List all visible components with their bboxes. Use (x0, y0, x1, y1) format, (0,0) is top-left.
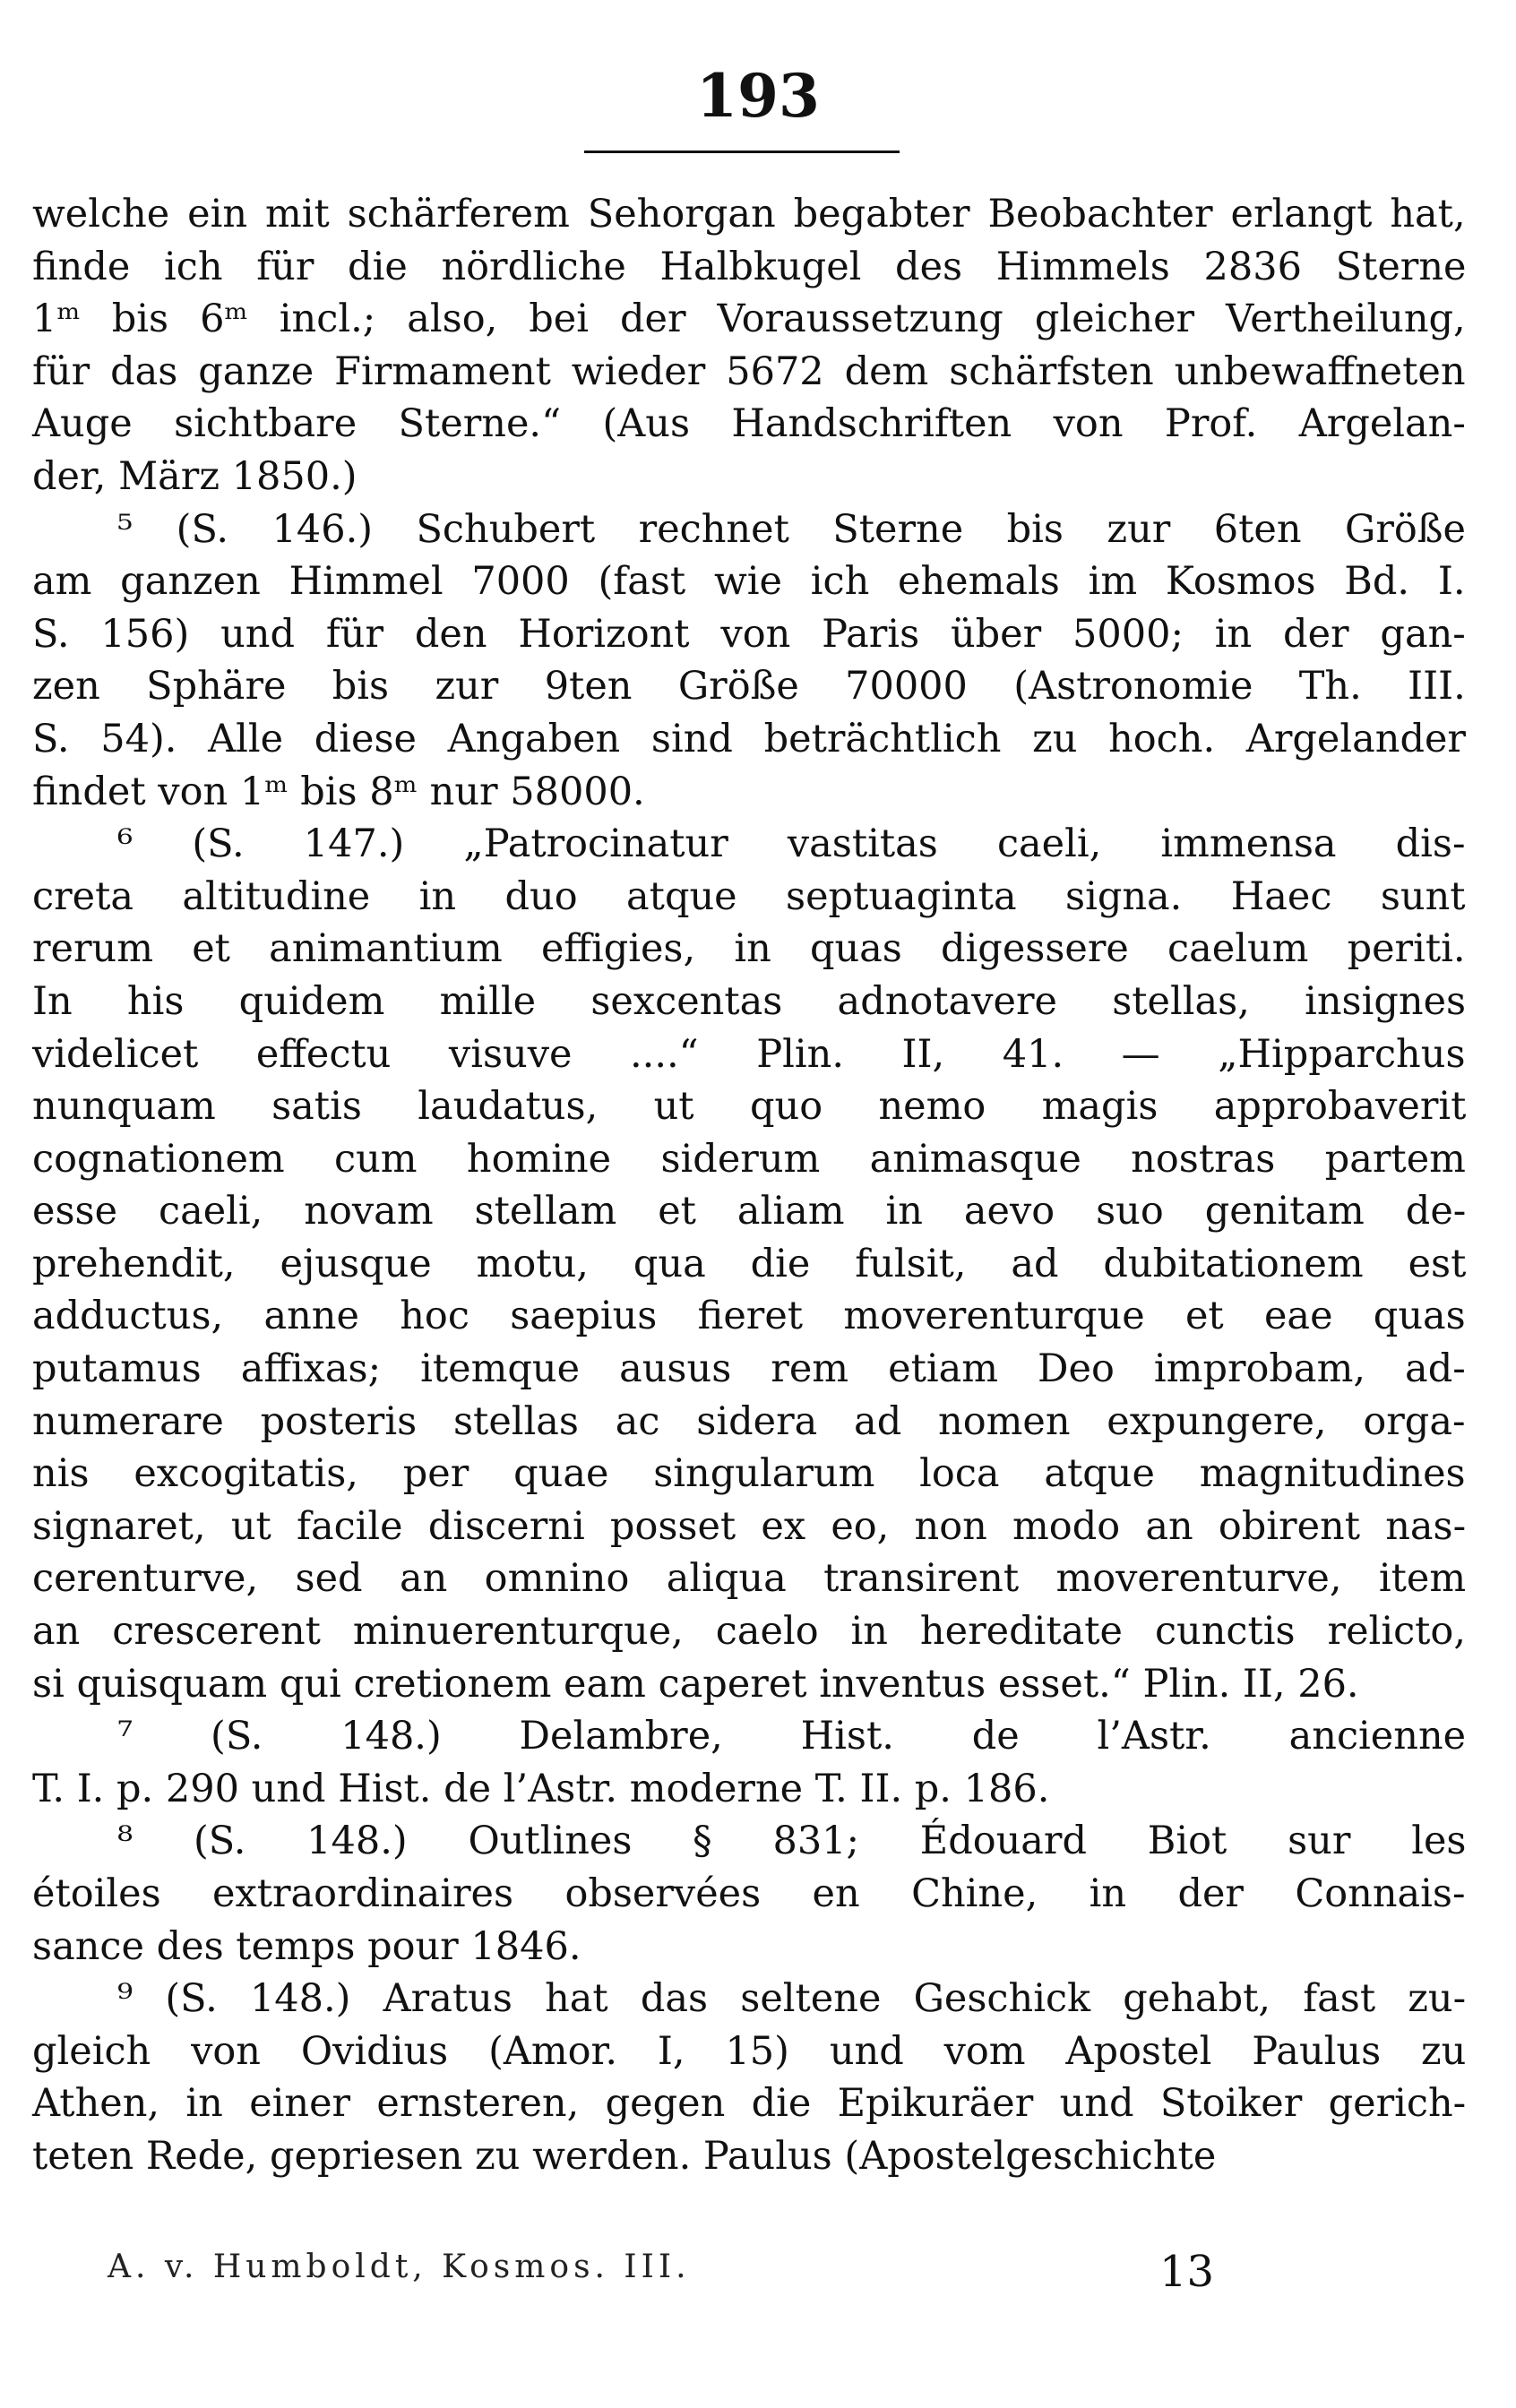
text-line: rerum et animantium effigies, in quas digessere caelum periti. (32, 926, 1466, 972)
header-rule (584, 150, 900, 153)
text-line: numerare posteris stellas ac sidera ad nomen expungere, orga- (32, 1398, 1466, 1444)
text-line: S. 54). Alle diese Angaben sind beträchtlich zu hoch. Argelander (32, 716, 1466, 761)
text-line: zen Sphäre bis zur 9ten Größe 70000 (Astronomie Th. III. (32, 664, 1466, 710)
text-line: Auge sichtbare Sterne.“ (Aus Handschriften von Prof. Argelan- (32, 401, 1466, 447)
text-line: creta altitudine in duo atque septuaginta signa. Haec sunt (32, 873, 1466, 919)
text-line: welche ein mit schärferem Sehorgan begabter Beobachter erlangt hat, (32, 192, 1466, 236)
page-number: 193 (696, 61, 820, 131)
footnote-7-start: ⁷ (S. 148.) Delambre, Hist. de l’Astr. ancienne (117, 1714, 1467, 1759)
text-line: der, März 1850.) (32, 453, 357, 499)
text-line: nunquam satis laudatus, ut quo nemo magis approbaverit (32, 1084, 1467, 1130)
footnote-6-start: ⁶ (S. 147.) „Patrocinatur vastitas caeli, immensa dis- (117, 821, 1466, 867)
text-line: cognationem cum homine siderum animasque nostras partem (32, 1136, 1466, 1182)
text-line: In his quidem mille sexcentas adnotavere stellas, insignes (32, 978, 1467, 1024)
text-line: finde ich für die nördliche Halbkugel des Himmels 2836 Sterne (32, 244, 1467, 289)
text-line: signaret, ut facile discerni posset ex eo, non modo an obirent nas- (32, 1503, 1467, 1549)
footnote-5-start: ⁵ (S. 146.) Schubert rechnet Sterne bis zur 6ten Größe (117, 506, 1466, 552)
text-line: an crescerent minuerenturque, caelo in hereditate cunctis relicto, (32, 1609, 1466, 1655)
text-line: adductus, anne hoc saepius fieret moverenturque et eae quas (32, 1294, 1466, 1339)
text-line: videlicet effectu visuve ....“ Plin. II, 41. — „Hipparchus (32, 1031, 1466, 1077)
text-line: für das ganze Firmament wieder 5672 dem schärfsten unbewaffneten (32, 348, 1466, 394)
text-line: S. 156) und für den Horizont von Paris über 5000; in der gan- (32, 611, 1466, 657)
text-line: cerenturve, sed an omnino aliqua transirent moverenturve, item (32, 1556, 1467, 1602)
signature-mark: A. v. Humboldt, Kosmos. III. (108, 2249, 691, 2285)
text-line: si quisquam qui cretionem eam caperet inventus esset.“ Plin. II, 26. (32, 1661, 1359, 1707)
text-line: sance des temps pour 1846. (32, 1923, 581, 1969)
text-line: putamus affixas; itemque ausus rem etiam Deo improbam, ad- (32, 1346, 1466, 1392)
text-line: étoiles extraordinaires observées en Chine, in der Connais- (32, 1871, 1466, 1916)
footnote-text (32, 188, 1466, 2183)
footnote-9-start: ⁹ (S. 148.) Aratus hat das seltene Geschick gehabt, fast zu- (117, 1976, 1467, 2022)
text-line: prehendit, ejusque motu, qua die fulsit, ad dubitationem est (32, 1241, 1467, 1286)
sheet-number: 13 (1159, 2247, 1215, 2297)
text-line: findet von 1ᵐ bis 8ᵐ nur 58000. (32, 769, 645, 814)
text-line: T. I. p. 290 und Hist. de l’Astr. moderne T. II. p. 186. (32, 1766, 1050, 1811)
text-line: Athen, in einer ernsteren, gegen die Epikuräer und Stoiker gerich- (32, 2081, 1467, 2127)
text-line: am ganzen Himmel 7000 (fast wie ich ehemals im Kosmos Bd. I. (32, 559, 1466, 605)
text-line: teten Rede, gepriesen zu werden. Paulus (Apostelgeschichte (32, 2133, 1217, 2179)
text-line: nis excogitatis, per quae singularum loca atque magnitudines (32, 1451, 1466, 1497)
text-line: 1ᵐ bis 6ᵐ incl.; also, bei der Voraussetzung gleicher Vertheilung, (32, 297, 1466, 342)
text-line: gleich von Ovidius (Amor. I, 15) und vom Apostel Paulus zu (32, 2028, 1467, 2074)
footnote-8-start: ⁸ (S. 148.) Outlines § 831; Édouard Biot sur les (117, 1819, 1467, 1864)
text-line: esse caeli, novam stellam et aliam in aevo suo genitam de- (32, 1189, 1467, 1234)
page-footer (0, 2249, 1516, 2302)
